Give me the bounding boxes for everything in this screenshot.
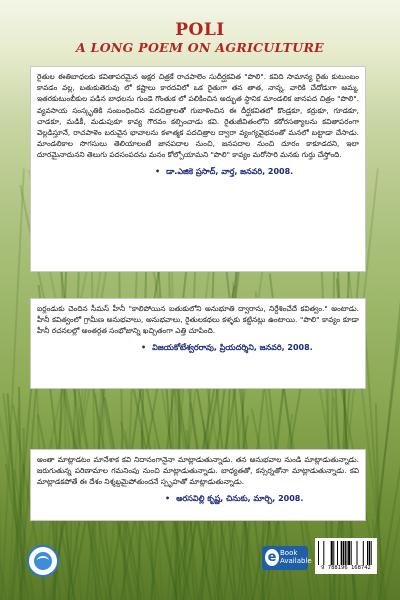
review-text: రైతుల ఈతిబాధలకు కవితాపరమైన అక్షర చిత్రకే రాచపాలెం సుదీర్ఘకవిత "పొలి". కవిది సామాన్య రైతు కుటుంబం కావడం వల్ల, బతుకుతెరువు లో కష్టాలు కారదవిలో ఒక రైతుగా తన తాత, నాన్న, వారికి చేదోడుగా అమ్మ, ఇతరకుటుంబీకుల పడిన బాధలను గుండె గొంతుక లో పలికించిన అద్భుత స్థానిక మాండలిక జానపద చిత్రం "పొలి". వ్యవసాయ సంస్కృతికి సంబంధించిన పదచిత్రాలతో గుబాళించిన ఈ దీర్ఘకవితలో కొండ్రకూ, కర్రుకూ, గూడకూ, చాడకూ, మడికీ, మడుపుకూ కావ్య గౌరవం కల్పించాడు కవి. రైతుజీవితంలోని కఠోరసత్యాలను కవితాపరంగా వెల్లడిస్తూనే, రాచపాళెం బరువైన భావాలను కళాత్మక పదచిత్రాల ద్వారా వ్యంగ్యవైభవంతో మనలో బట్టాడా చేసాడు. మాండలికాల సొగసులు తెలియాలంటే జానపదాల నుంచి, జనపదాల నుంచి దూరం కాకూడదని, ఇలా దూరమైనాదునని తెలుగు పదసంపదను మనం కోల్పోయామని "పొలి" కావ్యం మరోసారి మనకు గుర్తు చేస్తోంది. bbox=[37, 72, 359, 160]
review-citation: • డా.ఎజికె ప్రసాద్, వార్త, జనవరి, 2008. bbox=[155, 166, 294, 176]
ebook-available-badge bbox=[262, 546, 312, 570]
badge-line-2: Available bbox=[280, 557, 312, 565]
barcode-bar bbox=[357, 541, 358, 565]
barcode-bar bbox=[345, 541, 346, 565]
review-text: అంతా మాట్లాడటం మానేశాక కవి నిదానంగానైనా మాట్లాడుతున్నాడు. తన అనుభవాల నుండి మాట్లాడుతున్నాడు. జరుగుతున్న పరిణామాల గమనింపు నుంచి మాట్లాడుతున్నాడు. బాధ్యతతో, కన్సర్నతోనా మాట్లాడుతున్నాడు. కవి మాట్లాడకపోతే ఈ దేశం నిశ్శబ్దమైపోతుందనే స్పృహతో మాట్లాడుతున్నాడు. bbox=[37, 455, 359, 487]
barcode-bar bbox=[367, 541, 368, 565]
barcode-bar bbox=[318, 541, 319, 565]
barcode-bar bbox=[323, 541, 324, 565]
barcode-bar bbox=[347, 541, 348, 565]
review-panel-3 bbox=[30, 449, 366, 521]
badge-line-1: Book bbox=[280, 549, 298, 557]
citation-text: డా.ఎజికె ప్రసాద్, వార్త, జనవరి, 2008. bbox=[166, 166, 294, 176]
barcode-bar bbox=[351, 541, 352, 565]
barcode-bar bbox=[363, 541, 364, 565]
isbn-number: 9 788196 168742 bbox=[321, 565, 371, 571]
barcode-bar bbox=[337, 541, 338, 565]
review-text: ఐర్లండుకు చెందిన సీమస్ హీనీ "కాలిపోయిన బతుకులోని అనుభూతి ద్వారాను, నిర్దేశించేదే కవిత్వం." అంటాడు. హీనీ కవిత్వంలో గ్రామీణ అనుభవాలు, అనుభవాలు, రైతులకథలు కళ్ళకు కట్టినట్లు ఉంటాయి. "పొలి" కావ్యం కూడా హీనీ రచనలల్లో అంతర్గత సంభోజాన్ని ఖచ్చితంగా ఎత్తి చూపింది. bbox=[37, 304, 359, 336]
book-subtitle: A LONG POEM ON AGRICULTURE bbox=[76, 40, 324, 55]
citation-text: అరసవిల్లి కృష్ణ, చినుకు, మార్చి, 2008. bbox=[176, 493, 304, 503]
barcode-bars bbox=[318, 541, 374, 565]
review-citation: • విజయకోటేశ్వరరావు, ప్రియదర్శిని, జనవరి, 2008. bbox=[141, 342, 313, 352]
barcode-bar bbox=[371, 541, 372, 565]
barcode-bar bbox=[343, 541, 345, 565]
barcode-bar bbox=[333, 541, 334, 565]
citation-text: విజయకోటేశ్వరరావు, ప్రియదర్శిని, జనవరి, 2008. bbox=[152, 342, 313, 352]
barcode-bar bbox=[369, 541, 371, 565]
book-title: POLI bbox=[175, 20, 225, 40]
barcode-bar bbox=[331, 541, 333, 565]
isbn-barcode bbox=[315, 538, 377, 574]
review-panel-1 bbox=[30, 66, 366, 272]
bird-icon bbox=[37, 556, 49, 565]
review-citation: • అరసవిల్లి కృష్ణ, చినుకు, మార్చి, 2008. bbox=[165, 493, 304, 503]
review-panel-2 bbox=[30, 298, 366, 389]
publisher-logo bbox=[27, 545, 59, 577]
barcode-bar bbox=[348, 541, 350, 565]
barcode-bar bbox=[341, 541, 343, 565]
ebook-icon: e bbox=[265, 549, 279, 566]
